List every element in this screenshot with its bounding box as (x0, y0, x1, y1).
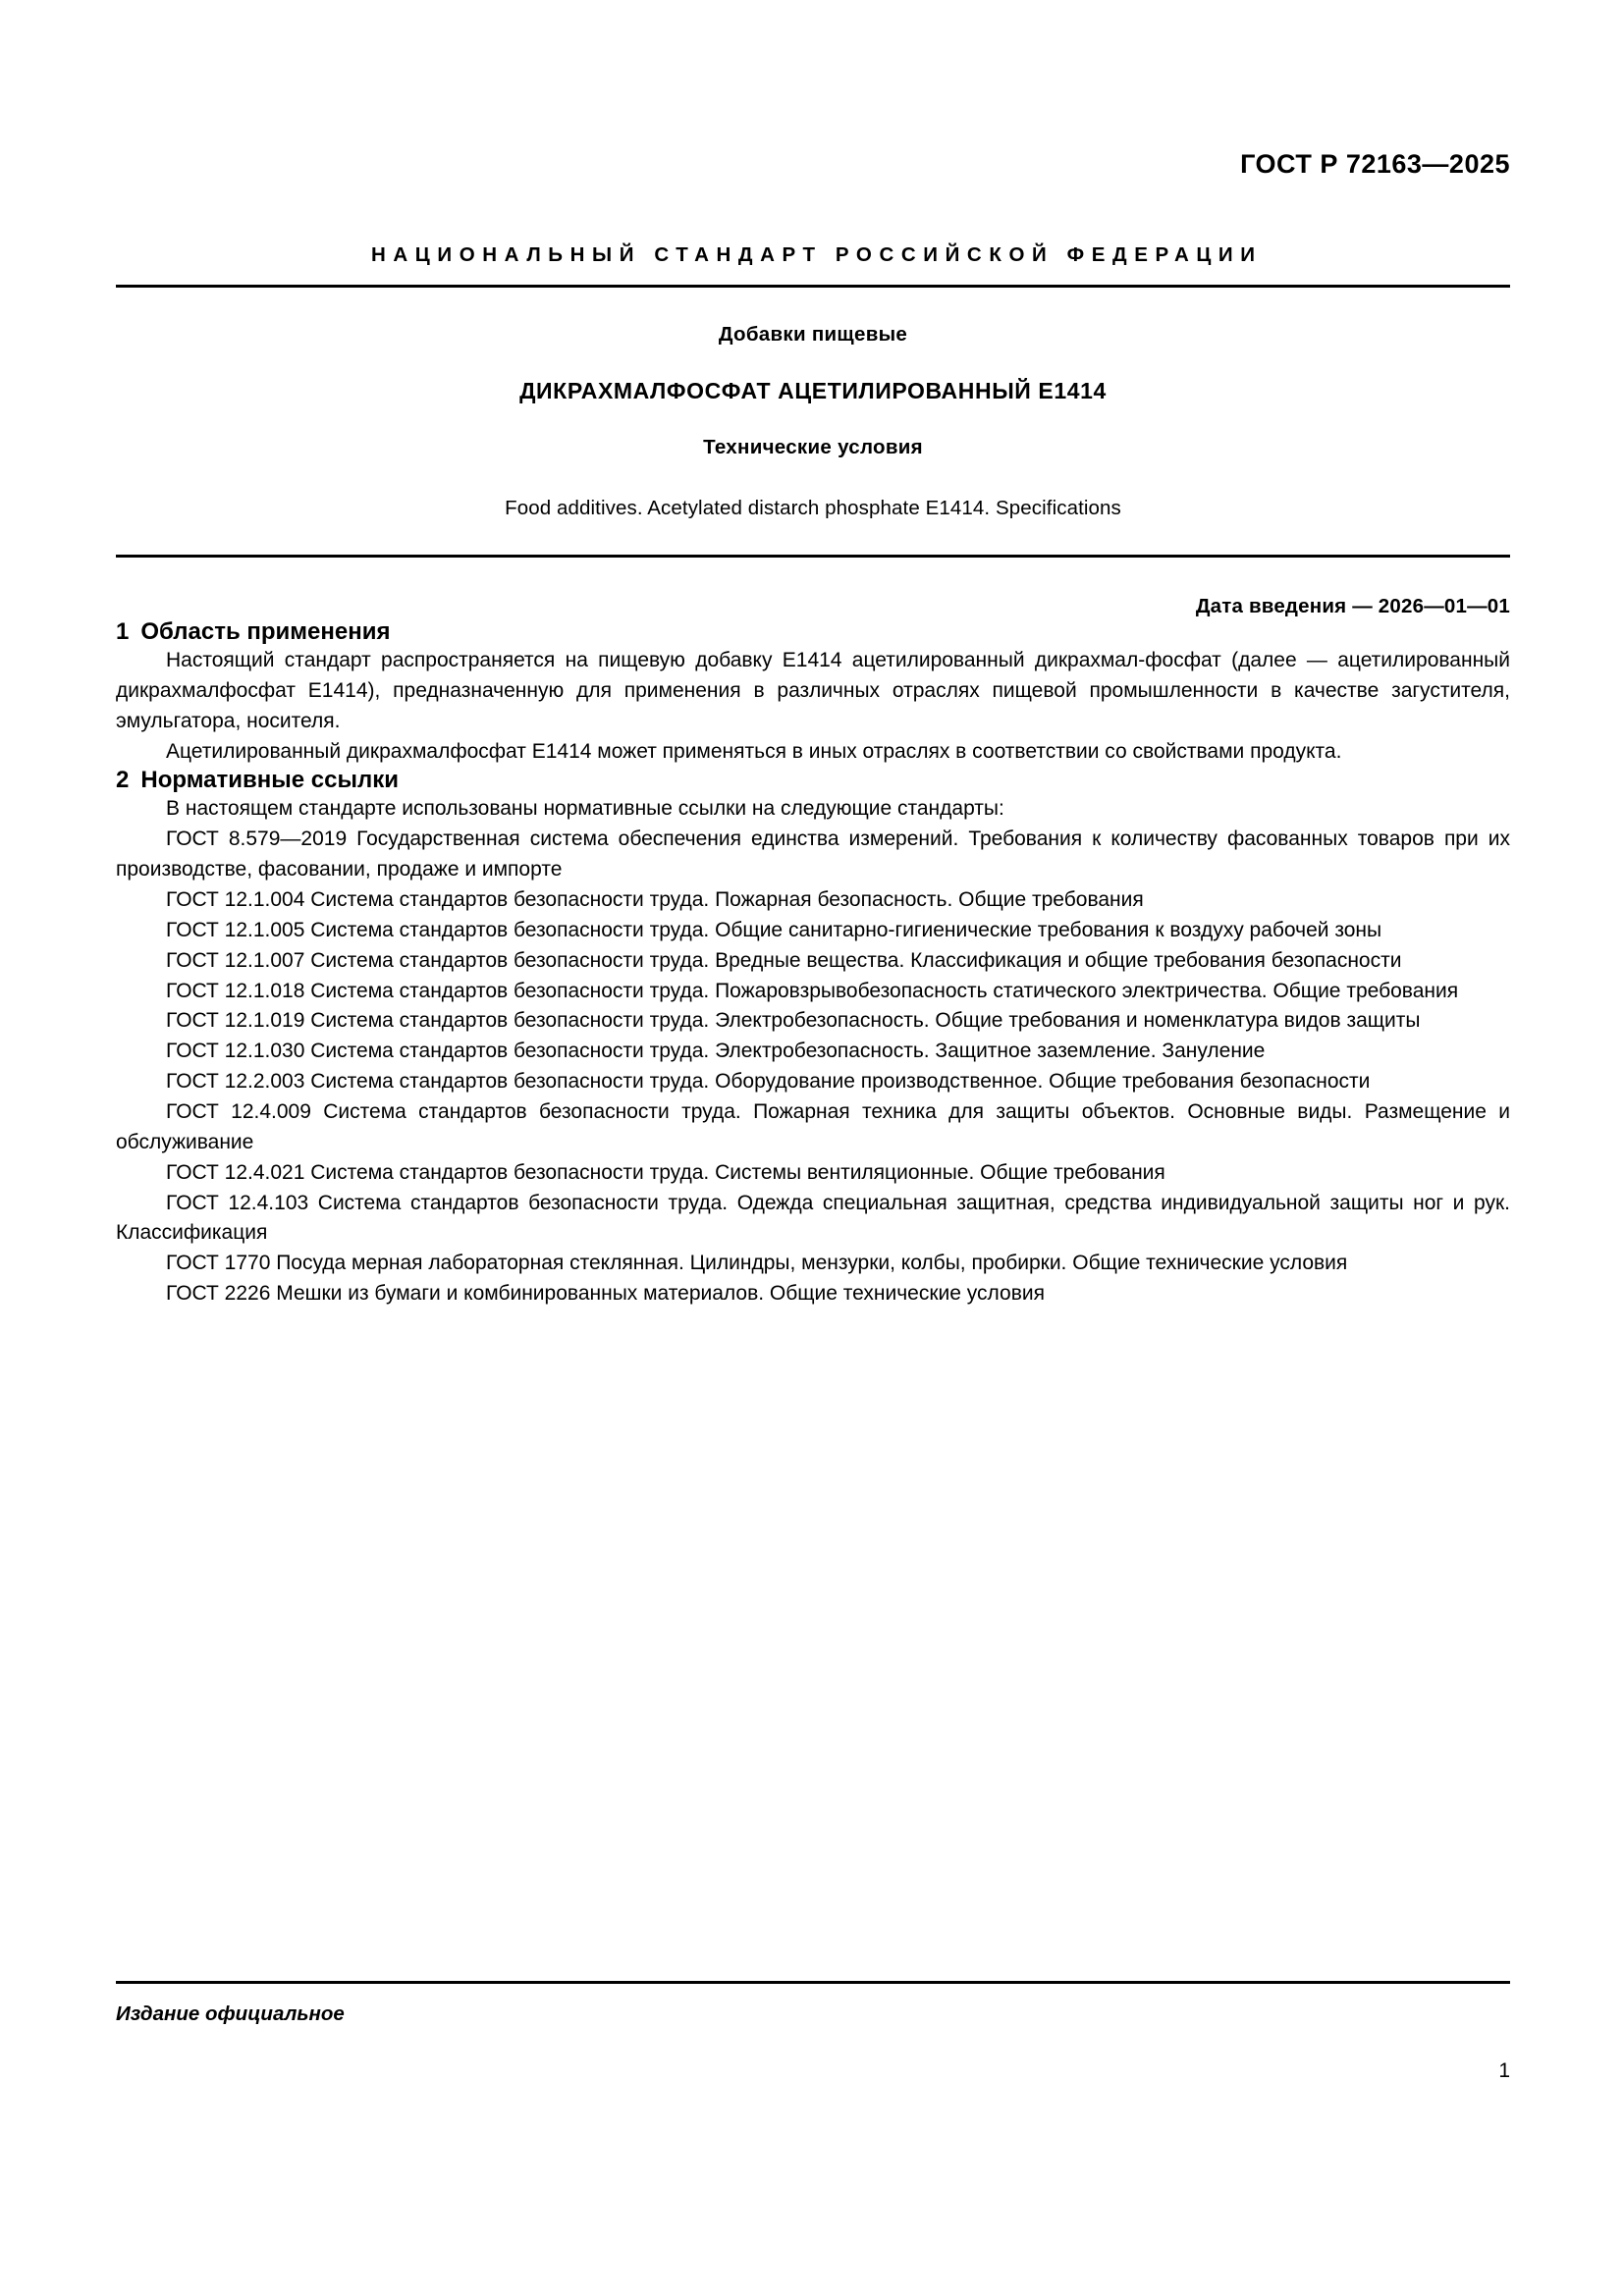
reference-item: ГОСТ 12.1.005 Система стандартов безопасности труда. Общие санитарно-гигиенические требования к воздуху рабочей зоны (166, 918, 1382, 941)
reference-item: ГОСТ 12.1.019 Система стандартов безопасности труда. Электробезопасность. Общие требования и номенклатура видов защиты (166, 1009, 1421, 1033)
reference-item: ГОСТ 8.579—2019 Государственная система обеспечения единства измерений. Требования к количеству фасованных товаров при их производстве, фасовании, продаже и импорте (116, 828, 1510, 881)
reference-item: ГОСТ 12.1.007 Система стандартов безопасности труда. Вредные вещества. Классификация и общие требования безопасности (166, 948, 1402, 972)
document-code: ГОСТ Р 72163—2025 (1240, 149, 1510, 179)
section-title-1: Область применения (140, 618, 391, 645)
title-main: ДИКРАХМАЛФОСФАТ АЦЕТИЛИРОВАННЫЙ Е1414 (519, 378, 1107, 403)
reference-item: ГОСТ 12.1.030 Система стандартов безопасности труда. Электробезопасность. Защитное заземление. Зануление (166, 1040, 1266, 1063)
reference-item: ГОСТ 12.4.009 Система стандартов безопасности труда. Пожарная техника для защиты объектов. Основные виды. Размещение и обслуживание (116, 1100, 1510, 1153)
national-standard-heading: НАЦИОНАЛЬНЫЙ СТАНДАРТ РОССИЙСКОЙ ФЕДЕРАЦИИ (371, 243, 1263, 266)
title-english: Food additives. Acetylated distarch phosphate E1414. Specifications (505, 497, 1121, 519)
title-subtitle: Технические условия (703, 436, 923, 458)
introduction-date: Дата введения — 2026—01—01 (1195, 595, 1510, 617)
reference-item: ГОСТ 12.1.004 Система стандартов безопасности труда. Пожарная безопасность. Общие требования (166, 888, 1144, 912)
section-number-2: 2 (116, 767, 130, 794)
section-number-1: 1 (116, 618, 130, 645)
divider-footer (116, 1981, 1510, 1984)
section1-paragraph-1: Настоящий стандарт распространяется на пищевую добавку Е1414 ацетилированный дикрахмал-фосфат (далее — ацетилированный дикрахмалфосфат Е1414), предназначенную для применения в различных отраслях пищевой промышленности в качестве загустителя, эмульгатора, носителя. (116, 649, 1510, 732)
page-number: 1 (1498, 2059, 1510, 2082)
divider-top (116, 285, 1510, 288)
official-edition-note: Издание официальное (116, 2002, 345, 2025)
section-heading-2 (116, 767, 1510, 794)
reference-item: ГОСТ 12.2.003 Система стандартов безопасности труда. Оборудование производственное. Общие требования безопасности (166, 1070, 1371, 1094)
section1-paragraph-2: Ацетилированный дикрахмалфосфат Е1414 может применяться в иных отраслях в соответствии со свойствами продукта. (166, 739, 1342, 763)
reference-item: ГОСТ 2226 Мешки из бумаги и комбинированных материалов. Общие технические условия (166, 1282, 1045, 1306)
section-heading-1 (116, 618, 1510, 646)
page-content (116, 0, 1510, 1309)
reference-item: ГОСТ 12.4.103 Система стандартов безопасности труда. Одежда специальная защитная, средства индивидуальной защиты ног и рук. Классификация (116, 1191, 1510, 1245)
reference-item: ГОСТ 12.4.021 Система стандартов безопасности труда. Системы вентиляционные. Общие требования (166, 1160, 1165, 1184)
title-category: Добавки пищевые (718, 323, 908, 346)
title-block (116, 323, 1510, 520)
reference-item: ГОСТ 12.1.018 Система стандартов безопасности труда. Пожаровзрывобезопасность статического электричества. Общие требования (166, 979, 1459, 1002)
divider-title-bottom (116, 555, 1510, 558)
reference-item: ГОСТ 1770 Посуда мерная лабораторная стеклянная. Цилиндры, мензурки, колбы, пробирки. Общие технические условия (166, 1252, 1348, 1275)
section-title-2: Нормативные ссылки (140, 767, 399, 794)
section2-lead: В настоящем стандарте использованы нормативные ссылки на следующие стандарты: (166, 797, 1004, 821)
